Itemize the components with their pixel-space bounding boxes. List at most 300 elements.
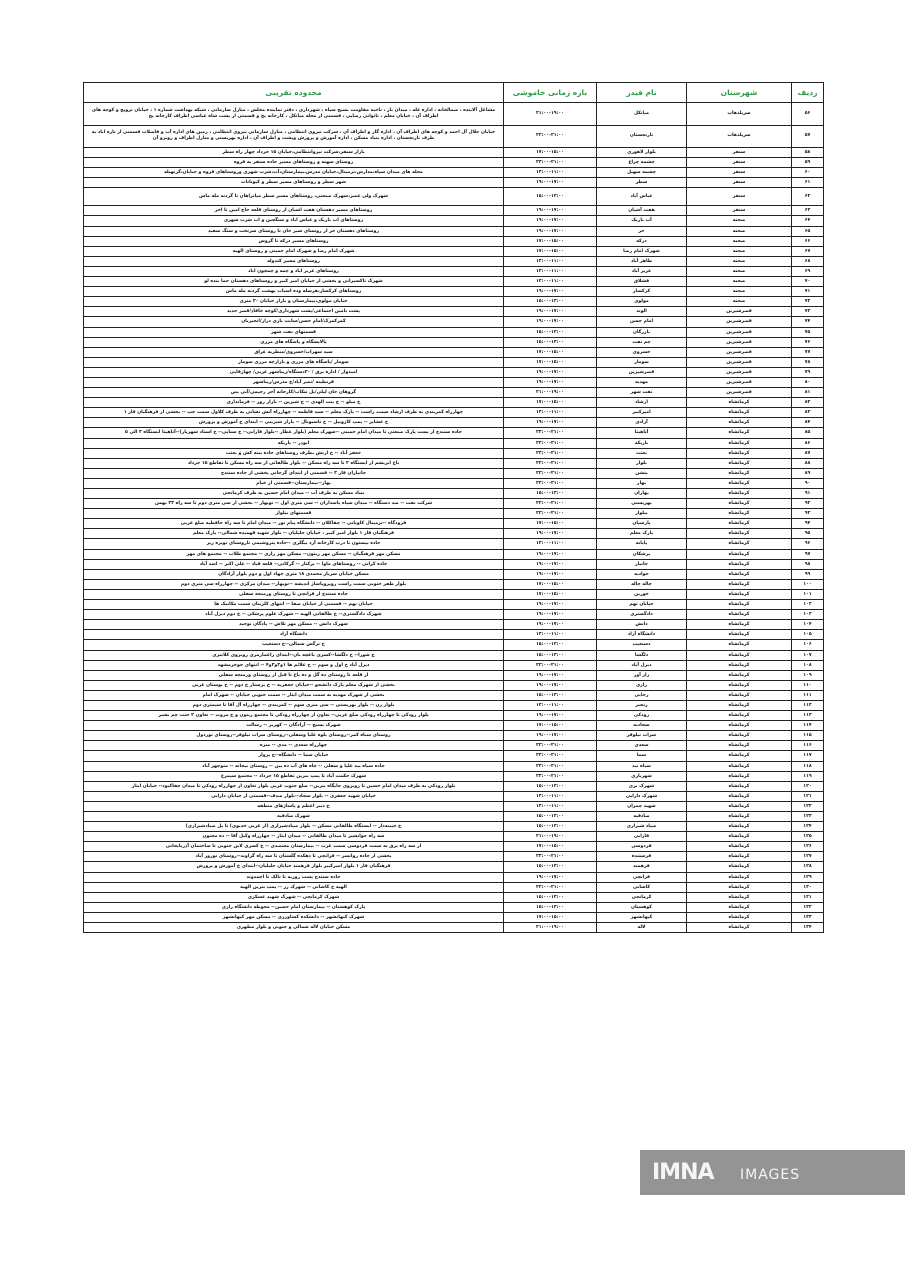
header-row-no: ردیف — [792, 83, 824, 103]
cell-area: روستاهای کرکسار،هرسله وده اسیاب بهشت گردنه مله ماس — [84, 287, 504, 297]
table-row — [84, 188, 824, 206]
cell-feeder: بهزیستی — [597, 499, 687, 509]
table-row — [84, 317, 824, 327]
cell-city: کرمانشاه — [687, 670, 792, 680]
cell-area: بهار--بیمارستان--قسمتی از خیام — [84, 478, 504, 488]
cell-city: سنقر — [687, 148, 792, 158]
cell-outage-time: ۱۹:۰۰-۱۷:۰۰ — [504, 317, 597, 327]
cell-feeder: بازرگان — [597, 327, 687, 337]
table-row — [84, 912, 824, 922]
table-row — [84, 650, 824, 660]
cell-outage-time: ۱۳:۰۰-۱۱:۰۰ — [504, 539, 597, 549]
cell-city: کرمانشاه — [687, 640, 792, 650]
cell-city: صحنه — [687, 256, 792, 266]
table-row — [84, 337, 824, 347]
cell-city: کرمانشاه — [687, 923, 792, 933]
cell-feeder: پزشکان — [597, 549, 687, 559]
cell-row-no: ۹۲ — [792, 499, 824, 509]
cell-outage-time: ۱۵:۰۰-۱۳:۰۰ — [504, 862, 597, 872]
cell-area: خیابان شهید جعفری -- بلوار سجاد--بلوار صدف--قسمتی از خیابان دارایی — [84, 791, 504, 801]
cell-row-no: ۷۷ — [792, 347, 824, 357]
table-row — [84, 327, 824, 337]
cell-area: شهر سطر و روستاهای مسیر سطر و کیوتانات — [84, 178, 504, 188]
table-row — [84, 499, 824, 509]
table-row — [84, 670, 824, 680]
header-outage-time: بازه زمانی خاموشی — [504, 83, 597, 103]
cell-area: شهرک بسیج -- آزادگان -- کهریز -- رسالت — [84, 721, 504, 731]
cell-city: قصرشیرین — [687, 388, 792, 398]
cell-outage-time: ۱۷:۰۰-۱۵:۰۰ — [504, 246, 597, 256]
cell-feeder: رازی — [597, 680, 687, 690]
table-row — [84, 398, 824, 408]
cell-row-no: ۱۱۲ — [792, 700, 824, 710]
cell-area: روستاهای مسیر درکه تا گروس — [84, 236, 504, 246]
cell-area: روستاهای عزیز اباد و چمه و چمچون اباد — [84, 266, 504, 276]
cell-area: فرهنگیان فاز ۱ بلوار امیر کبیر ، خیابان جلیلیان -- بلوار شهید فهمیده شمالی-- پارک معلم — [84, 529, 504, 539]
cell-outage-time: ۲۳:۰۰-۲۱:۰۰ — [504, 771, 597, 781]
cell-area: دیزل آباد خ اول و سوم -- خ علائم ها ۱و۲و۳و۴ -- انتهای جوخرمشهد — [84, 660, 504, 670]
cell-area: جاده سنندج از فرانچی تا روستای ورمنجه سفلی — [84, 589, 504, 599]
cell-city: سنقر — [687, 206, 792, 216]
cell-outage-time: ۱۳:۰۰-۱۱:۰۰ — [504, 408, 597, 418]
table-row — [84, 529, 824, 539]
cell-city: کرمانشاه — [687, 468, 792, 478]
table-row — [84, 125, 824, 148]
table-row — [84, 357, 824, 367]
cell-feeder: نارنجستان — [597, 125, 687, 148]
cell-city: کرمانشاه — [687, 478, 792, 488]
cell-outage-time: ۱۷:۰۰-۱۵:۰۰ — [504, 721, 597, 731]
cell-area: خ میلو -- خ بنت الهدی -- خ شیرین -- بازار روز -- فرمانداری — [84, 398, 504, 408]
cell-city: صحنه — [687, 246, 792, 256]
table-row — [84, 519, 824, 529]
table-row — [84, 812, 824, 822]
cell-area: بخشی از شهرک مهدیه به سمت میدان ایثار -- سمت جنوبی خیابان -- شهرک امام — [84, 690, 504, 700]
cell-feeder: میانکل — [597, 103, 687, 126]
cell-feeder: کوهستان — [597, 902, 687, 912]
cell-outage-time: ۱۹:۰۰-۱۷:۰۰ — [504, 872, 597, 882]
cell-city: قصرشیرین — [687, 327, 792, 337]
cell-area: بخشی از جاده روانسر -- فرانچی تا دهکده گلستان تا سه راه گراوند--روستای نوروز آباد — [84, 852, 504, 862]
cell-row-no: ۱۲۴ — [792, 822, 824, 832]
cell-outage-time: ۱۵:۰۰-۱۳:۰۰ — [504, 337, 597, 347]
table-row — [84, 711, 824, 721]
cell-outage-time: ۲۳:۰۰-۲۱:۰۰ — [504, 499, 597, 509]
cell-outage-time: ۱۳:۰۰-۱۱:۰۰ — [504, 791, 597, 801]
cell-area: شهرک دانش -- مسکن مهر تلاش -- پادگان توحید — [84, 620, 504, 630]
cell-area: بلوار رودکی به طرف میدان امام حسین تا روبروی جایگاه بنزین-- ضلع جنوب غربی بلوار تعاون از چهارراه رودکی تا میدان چقاکبود-- خیابان ایثار — [84, 781, 504, 791]
cell-outage-time: ۱۵:۰۰-۱۳:۰۰ — [504, 822, 597, 832]
imna-logo: IMNA — [652, 1160, 714, 1185]
table-row — [84, 832, 824, 842]
cell-area: روستای سیاه کمر--روستای بلوه علیا وسفلی--روستای سراب نیلوفر--روستای نوردول — [84, 731, 504, 741]
cell-row-no: ۱۲۱ — [792, 791, 824, 801]
cell-city: کرمانشاه — [687, 791, 792, 801]
cell-row-no: ۱۲۸ — [792, 862, 824, 872]
cell-city: کرمانشاه — [687, 408, 792, 418]
cell-outage-time: ۱۳:۰۰-۱۱:۰۰ — [504, 801, 597, 811]
cell-city: کرمانشاه — [687, 902, 792, 912]
cell-outage-time: ۱۷:۰۰-۱۵:۰۰ — [504, 579, 597, 589]
cell-area: کمرکمرک/امام حسن/سایت بازی درار/انجیربان — [84, 317, 504, 327]
cell-feeder: پایانه — [597, 539, 687, 549]
cell-area: جعفر آباد -- خ ارتش بطرف روستاهای جاده بنته کش و بعثت — [84, 448, 504, 458]
cell-outage-time: ۲۱:۰۰-۱۹:۰۰ — [504, 923, 597, 933]
cell-feeder: کرکسار — [597, 287, 687, 297]
cell-city: کرمانشاه — [687, 741, 792, 751]
cell-row-no: ۱۲۹ — [792, 872, 824, 882]
cell-row-no: ۶۳ — [792, 206, 824, 216]
cell-area: فرودگاه --ترمینال کاویانی -- چقاکلان -- دانشگاه پیام نور -- میدان امام تا سه راه حافظیه ضلع غربی — [84, 519, 504, 529]
cell-feeder: بنشن — [597, 468, 687, 478]
cell-row-no: ۵۸ — [792, 148, 824, 158]
cell-city: صحنه — [687, 236, 792, 246]
cell-city: کرمانشاه — [687, 751, 792, 761]
cell-feeder: دانش — [597, 620, 687, 630]
cell-row-no: ۸۵ — [792, 428, 824, 438]
cell-area: خ دبیر اعظم و پاساژهای منطقه — [84, 801, 504, 811]
table-row — [84, 842, 824, 852]
cell-city: صحنه — [687, 216, 792, 226]
cell-city: کرمانشاه — [687, 630, 792, 640]
cell-city: کرمانشاه — [687, 589, 792, 599]
table-row — [84, 448, 824, 458]
cell-row-no: ۱۳۱ — [792, 892, 824, 902]
cell-feeder: صیاد شیرازی — [597, 822, 687, 832]
cell-area: بلوار رودکی تا چهارراه رودکی ضلع غربی-- تعاون از چهارراه رودکی تا مجتمع زیتون و خ مروت -- تعاون ۲ جنب چم بشیر — [84, 711, 504, 721]
cell-area: شرکت نفت -- صد دستگاه -- میدان سپاه پاسداران -- سی متری اول -- نوبهار -- بخشی از سی متری دوم تا سه راه ۲۲ بهمن — [84, 499, 504, 509]
cell-area: بلوار زن -- بلوار بهزیستی -- سی متری سوم -- کمربندی -- چهارراه آل آقا تا سیمتری دوم — [84, 700, 504, 710]
cell-row-no: ۱۰۱ — [792, 589, 824, 599]
cell-row-no: ۷۴ — [792, 317, 824, 327]
cell-city: کرمانشاه — [687, 448, 792, 458]
cell-row-no: ۱۱۷ — [792, 751, 824, 761]
cell-outage-time: ۱۹:۰۰-۱۷:۰۰ — [504, 178, 597, 188]
cell-outage-time: ۱۵:۰۰-۱۳:۰۰ — [504, 892, 597, 902]
cell-feeder: فردوسی — [597, 842, 687, 852]
table-body — [84, 103, 824, 933]
cell-city: کرمانشاه — [687, 559, 792, 569]
cell-feeder: سجادیه — [597, 721, 687, 731]
cell-city: کرمانشاه — [687, 822, 792, 832]
cell-outage-time: ۱۹:۰۰-۱۷:۰۰ — [504, 307, 597, 317]
cell-row-no: ۱۲۰ — [792, 781, 824, 791]
cell-city: کرمانشاه — [687, 569, 792, 579]
cell-row-no: ۸۳ — [792, 408, 824, 418]
table-row — [84, 226, 824, 236]
table-row — [84, 438, 824, 448]
cell-city: سنقر — [687, 158, 792, 168]
table-row — [84, 388, 824, 398]
cell-area: خ شورا-- خ دلگشا--کسری باغچه بان--ابتدای زاغمارمری روبروی کلانتری — [84, 650, 504, 660]
cell-outage-time: ۱۷:۰۰-۱۵:۰۰ — [504, 236, 597, 246]
table-row — [84, 178, 824, 188]
cell-row-no: ۹۴ — [792, 519, 824, 529]
cell-outage-time: ۱۵:۰۰-۱۳:۰۰ — [504, 188, 597, 206]
cell-feeder: فشلاق — [597, 277, 687, 287]
cell-row-no: ۱۱۱ — [792, 690, 824, 700]
cell-outage-time: ۱۷:۰۰-۱۵:۰۰ — [504, 842, 597, 852]
cell-feeder: ارشاد — [597, 398, 687, 408]
cell-row-no: ۱۰۹ — [792, 670, 824, 680]
cell-outage-time: ۱۳:۰۰-۱۱:۰۰ — [504, 256, 597, 266]
cell-feeder: فارابی — [597, 832, 687, 842]
cell-row-no: ۱۱۸ — [792, 761, 824, 771]
cell-feeder: شهرک امام رضا — [597, 246, 687, 256]
cell-feeder: سما — [597, 751, 687, 761]
cell-row-no: ۱۰۵ — [792, 630, 824, 640]
cell-area: پالایشگاه و پاسگاه های مرزی — [84, 337, 504, 347]
cell-outage-time: ۱۵:۰۰-۱۳:۰۰ — [504, 812, 597, 822]
cell-row-no: ۶۷ — [792, 246, 824, 256]
cell-feeder: هفت آشیان — [597, 206, 687, 216]
cell-row-no: ۵۹ — [792, 158, 824, 168]
cell-city: قصرشیرین — [687, 337, 792, 347]
cell-outage-time: ۱۳:۰۰-۱۱:۰۰ — [504, 700, 597, 710]
cell-feeder: فرانچی — [597, 872, 687, 882]
cell-city: کرمانشاه — [687, 509, 792, 519]
table-header-row — [84, 83, 824, 103]
cell-city: کرمانشاه — [687, 418, 792, 428]
cell-row-no: ۷۸ — [792, 357, 824, 367]
cell-area: بلوار ظفر جنوبی سمت راست روبروپاساژ اندیشه --نوبهار-- میدان مرکزی -- چهارراه سی متری دوم — [84, 579, 504, 589]
cell-feeder: خسروی — [597, 347, 687, 357]
table-row — [84, 700, 824, 710]
cell-area: روستاهای مسیر کندوله — [84, 256, 504, 266]
outage-table — [83, 82, 824, 933]
table-row — [84, 751, 824, 761]
cell-row-no: ۱۱۵ — [792, 731, 824, 741]
cell-outage-time: ۱۹:۰۰-۱۷:۰۰ — [504, 680, 597, 690]
cell-feeder: سطر — [597, 178, 687, 188]
header-feeder: نام فیدر — [597, 83, 687, 103]
cell-area: مسکن مهر فرهنگیان -- مسکن مهر زیتون-- مسکن مهر رازی -- مجتمع طلاب -- مجتمع های مهر — [84, 549, 504, 559]
cell-row-no: ۱۰۶ — [792, 640, 824, 650]
cell-city: کرمانشاه — [687, 438, 792, 448]
cell-outage-time: ۱۷:۰۰-۱۵:۰۰ — [504, 519, 597, 529]
cell-area: پشت تامین اجتماعی/پشت شهرداری/کوچه خافاذ/قصر جدید — [84, 307, 504, 317]
cell-outage-time: ۲۳:۰۰-۲۱:۰۰ — [504, 478, 597, 488]
cell-feeder: قصرشیرین — [597, 367, 687, 377]
cell-city: کرمانشاه — [687, 690, 792, 700]
cell-city: کرمانشاه — [687, 771, 792, 781]
cell-city: کرمانشاه — [687, 882, 792, 892]
cell-feeder: درکه — [597, 236, 687, 246]
cell-feeder: بهار — [597, 478, 687, 488]
cell-city: کرمانشاه — [687, 489, 792, 499]
cell-row-no: ۱۲۷ — [792, 852, 824, 862]
cell-city: کرمانشاه — [687, 781, 792, 791]
table-row — [84, 489, 824, 499]
cell-feeder: پارسیان — [597, 519, 687, 529]
cell-row-no: ۸۹ — [792, 468, 824, 478]
cell-city: صحنه — [687, 226, 792, 236]
cell-feeder: دادگستری — [597, 610, 687, 620]
table-row — [84, 781, 824, 791]
cell-row-no: ۶۶ — [792, 236, 824, 246]
cell-row-no: ۷۵ — [792, 327, 824, 337]
cell-feeder: شهید چمران — [597, 801, 687, 811]
outage-schedule-sheet — [83, 82, 823, 933]
cell-feeder: کیهانشهر — [597, 912, 687, 922]
cell-city: کرمانشاه — [687, 610, 792, 620]
cell-feeder: جوادیه — [597, 569, 687, 579]
cell-outage-time: ۲۳:۰۰-۲۱:۰۰ — [504, 458, 597, 468]
cell-area: جانبازان فاز ۳ -- قسمتی از ابتدای گرجانی بخشی از جاده سنندج — [84, 468, 504, 478]
cell-feeder: عزیز آباد — [597, 266, 687, 276]
table-row — [84, 791, 824, 801]
cell-area: جاده کرانی -- روستاهای ماوا -- برکنار -- گرکانی-- قلعه قباد -- علی اکبر -- اسد آباد — [84, 559, 504, 569]
cell-feeder: بیلوار — [597, 509, 687, 519]
cell-feeder: چشمه چراغ — [597, 158, 687, 168]
cell-feeder: بهاران — [597, 489, 687, 499]
cell-row-no: ۱۱۰ — [792, 680, 824, 690]
cell-row-no: ۹۷ — [792, 549, 824, 559]
cell-row-no: ۶۱ — [792, 178, 824, 188]
cell-row-no: ۱۱۶ — [792, 741, 824, 751]
cell-feeder: مهدیه — [597, 377, 687, 387]
cell-feeder: مولوی — [597, 297, 687, 307]
cell-area: روستاهای دهستان حر از روستای شیر خان تا روستای سرنخت و سنگ سفید — [84, 226, 504, 236]
table-row — [84, 660, 824, 670]
cell-outage-time: ۱۷:۰۰-۱۵:۰۰ — [504, 398, 597, 408]
table-row — [84, 236, 824, 246]
cell-row-no: ۶۴ — [792, 216, 824, 226]
cell-area: روستای سهنه و روستاهای مسیر جاده سنقر به فروه — [84, 158, 504, 168]
cell-outage-time: ۱۷:۰۰-۱۵:۰۰ — [504, 148, 597, 158]
cell-area: شهرک دادگستری-- خ طالقانی الهیه -- شهرک علوم پزشکی -- خ دوم دیزل آباد — [84, 610, 504, 620]
cell-area: بازار سنقر،شرکت نیروانتظامی،خیابان ۱۵ خرداد چهار راه سطر — [84, 148, 504, 158]
table-row — [84, 509, 824, 519]
cell-city: کرمانشاه — [687, 428, 792, 438]
table-row — [84, 771, 824, 781]
cell-outage-time: ۱۹:۰۰-۱۷:۰۰ — [504, 216, 597, 226]
cell-row-no: ۷۶ — [792, 337, 824, 347]
table-row — [84, 620, 824, 630]
cell-area: خیابان سما -- دانشگاه--خ پرواز — [84, 751, 504, 761]
watermark-text: IMAGES — [740, 1167, 801, 1183]
cell-outage-time: ۲۳:۰۰-۲۱:۰۰ — [504, 751, 597, 761]
table-row — [84, 559, 824, 569]
table-row — [84, 458, 824, 468]
cell-city: کرمانشاه — [687, 529, 792, 539]
cell-feeder: سراب نیلوفر — [597, 731, 687, 741]
cell-row-no: ۷۱ — [792, 287, 824, 297]
cell-outage-time: ۱۳:۰۰-۱۱:۰۰ — [504, 630, 597, 640]
cell-row-no: ۱۲۶ — [792, 842, 824, 852]
cell-city: کرمانشاه — [687, 398, 792, 408]
cell-row-no: ۱۰۷ — [792, 650, 824, 660]
table-row — [84, 367, 824, 377]
cell-area: فرهنگیان فاز ۱ بلوار امیرکبیر بلوار فرهمند خیابان جلیلیان--ابتدای خ آموزش و پرورش — [84, 862, 504, 872]
cell-outage-time: ۱۵:۰۰-۱۳:۰۰ — [504, 781, 597, 791]
cell-outage-time: ۱۷:۰۰-۱۵:۰۰ — [504, 912, 597, 922]
cell-row-no: ۶۸ — [792, 256, 824, 266]
cell-area: خ نرگس شمالی--خ دستغیب — [84, 640, 504, 650]
cell-area: قرنطینه /نصر آباد/خ مدرس/زیباشهر — [84, 377, 504, 387]
table-row — [84, 862, 824, 872]
cell-outage-time: ۱۹:۰۰-۱۷:۰۰ — [504, 206, 597, 216]
cell-outage-time: ۱۳:۰۰-۱۱:۰۰ — [504, 168, 597, 178]
table-row — [84, 246, 824, 256]
cell-area: از قلعه تا روستای ده گل و ده باغ تا قبل از روستای ورمنجه سفلی — [84, 670, 504, 680]
cell-feeder: امیرکبیر — [597, 408, 687, 418]
cell-row-no: ۶۲ — [792, 188, 824, 206]
cell-row-no: ۷۲ — [792, 297, 824, 307]
cell-feeder: شهربازی — [597, 771, 687, 781]
cell-city: کرمانشاه — [687, 700, 792, 710]
cell-city: کرمانشاه — [687, 801, 792, 811]
cell-area: مسکن خیابان سرباز محمدی ۱۸ متری جهاد اول و دوم بلوار آزادگان — [84, 569, 504, 579]
table-row — [84, 539, 824, 549]
table-row — [84, 478, 824, 488]
cell-outage-time: ۱۵:۰۰-۱۳:۰۰ — [504, 640, 597, 650]
table-row — [84, 731, 824, 741]
cell-feeder: کاشانی — [597, 882, 687, 892]
cell-row-no: ۱۲۲ — [792, 801, 824, 811]
table-row — [84, 297, 824, 307]
cell-city: سرپلذهاب — [687, 103, 792, 126]
table-row — [84, 630, 824, 640]
cell-feeder: راز آور — [597, 670, 687, 680]
cell-area: امیدوار / اداره برق / ۳۰دستگاه/زیباشهر غربی/ چهارقاپی — [84, 367, 504, 377]
cell-outage-time: ۱۹:۰۰-۱۷:۰۰ — [504, 377, 597, 387]
cell-row-no: ۸۱ — [792, 388, 824, 398]
cell-feeder: چشمه سهیل — [597, 168, 687, 178]
cell-area: قسمتهای بیلوار — [84, 509, 504, 519]
table-row — [84, 148, 824, 158]
cell-feeder: دیزل آباد — [597, 660, 687, 670]
cell-row-no: ۵۶ — [792, 103, 824, 126]
cell-area: مشاغل آلاینده ، ضمالخانه ، اداره غله ، میدان بار ، ناحیه مقاومت بسیج سپاه ، شهرداری ، دفتر نماینده مجلس ، منازل سازمانی ، شبکه بهداشت شماره ۱ ، خیابان نرویج و کوچه های اطراف آن ، خیابان معلم ، ناتوانی رضایی ، قسمتی از محله میانکل ، کارخانه یخ و قسمتی از پشت شاه عباسی اطراف کارخانه یخ — [84, 103, 504, 126]
table-row — [84, 277, 824, 287]
cell-feeder: خیابان نهم — [597, 600, 687, 610]
cell-row-no: ۱۱۴ — [792, 721, 824, 731]
cell-row-no: ۶۵ — [792, 226, 824, 236]
cell-city: کرمانشاه — [687, 912, 792, 922]
cell-row-no: ۱۲۳ — [792, 812, 824, 822]
table-row — [84, 216, 824, 226]
cell-city: کرمانشاه — [687, 711, 792, 721]
cell-outage-time: ۱۹:۰۰-۱۷:۰۰ — [504, 559, 597, 569]
cell-row-no: ۱۳۲ — [792, 902, 824, 912]
table-row — [84, 103, 824, 126]
cell-row-no: ۸۶ — [792, 438, 824, 448]
cell-outage-time: ۱۹:۰۰-۱۷:۰۰ — [504, 600, 597, 610]
header-area: محدوده تقریبی — [84, 83, 504, 103]
table-row — [84, 741, 824, 751]
cell-area: باغ ابریشم از ایستگاه ۲ تا سه راه مسکن -- بلوار طالقانی از سه راه مسکن تا تقاطع ۱۵ خرداد — [84, 458, 504, 468]
cell-feeder: خورین — [597, 589, 687, 599]
cell-city: کرمانشاه — [687, 842, 792, 852]
table-row — [84, 579, 824, 589]
table-row — [84, 721, 824, 731]
cell-feeder: دانشگاه آزاد — [597, 630, 687, 640]
cell-area: پارک کوهستان -- بیمارستان امام حسین-- محوطه دانشگاه رازی — [84, 902, 504, 912]
cell-area: خیابان مولوی،بیمارستان و بازار خیابان ۳۰ متری — [84, 297, 504, 307]
cell-outage-time: ۲۳:۰۰-۲۱:۰۰ — [504, 468, 597, 478]
cell-feeder: سیاه بید — [597, 761, 687, 771]
cell-feeder: امام حسن — [597, 317, 687, 327]
table-row — [84, 882, 824, 892]
cell-row-no: ۸۷ — [792, 448, 824, 458]
cell-outage-time: ۲۳:۰۰-۲۱:۰۰ — [504, 741, 597, 751]
cell-row-no: ۹۱ — [792, 489, 824, 499]
cell-feeder: شهرک بری — [597, 781, 687, 791]
cell-area: شهرک امام رضا و شهرک امام خمینی و روستای الهیه — [84, 246, 504, 256]
cell-outage-time: ۲۱:۰۰-۱۹:۰۰ — [504, 103, 597, 126]
cell-outage-time: ۱۹:۰۰-۱۷:۰۰ — [504, 226, 597, 236]
